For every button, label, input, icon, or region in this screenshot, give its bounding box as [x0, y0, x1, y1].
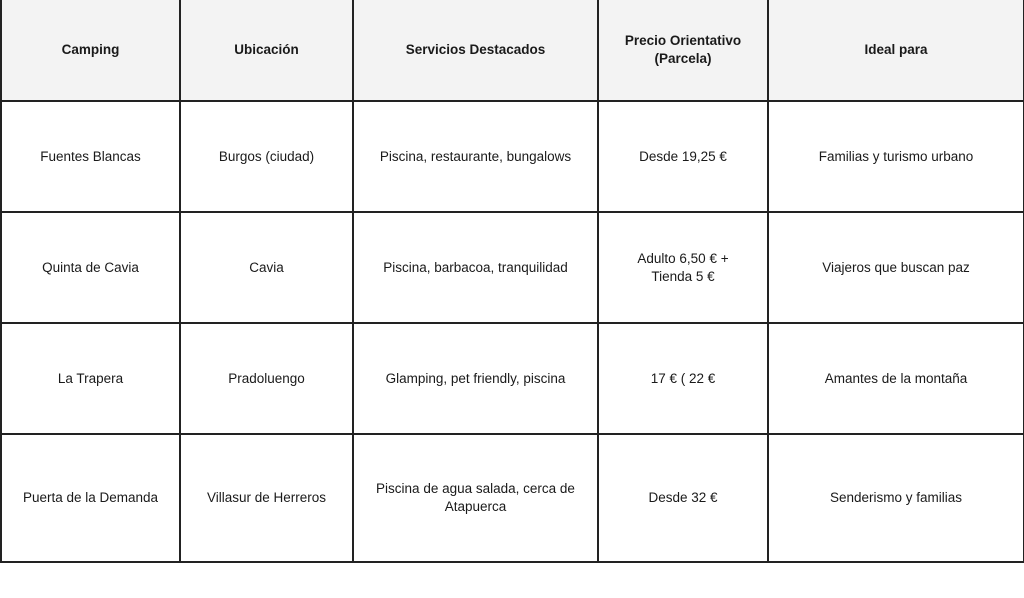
table-row: [1, 434, 1024, 562]
cell-precio: Adulto 6,50 € + Tienda 5 €: [598, 212, 768, 323]
cell-ubicacion: Villasur de Herreros: [180, 434, 353, 562]
cell-camping: Puerta de la Demanda: [1, 434, 180, 562]
cell-servicios: Piscina de agua salada, cerca de Atapuerca: [353, 434, 598, 562]
cell-servicios: Piscina, barbacoa, tranquilidad: [353, 212, 598, 323]
cell-ubicacion: Burgos (ciudad): [180, 101, 353, 212]
cell-ideal-para: Familias y turismo urbano: [768, 101, 1024, 212]
table-row: [1, 323, 1024, 434]
cell-precio: Desde 19,25 €: [598, 101, 768, 212]
header-servicios: Servicios Destacados: [353, 0, 598, 101]
cell-camping: Fuentes Blancas: [1, 101, 180, 212]
header-ubicacion: Ubicación: [180, 0, 353, 101]
header-camping: Camping: [1, 0, 180, 101]
cell-ubicacion: Pradoluengo: [180, 323, 353, 434]
cell-ubicacion: Cavia: [180, 212, 353, 323]
cell-ideal-para: Viajeros que buscan paz: [768, 212, 1024, 323]
table-header-row: [1, 0, 1024, 101]
table-row: [1, 212, 1024, 323]
cell-ideal-para: Amantes de la montaña: [768, 323, 1024, 434]
cell-camping: Quinta de Cavia: [1, 212, 180, 323]
cell-servicios: Piscina, restaurante, bungalows: [353, 101, 598, 212]
cell-precio: Desde 32 €: [598, 434, 768, 562]
header-precio: Precio Orientativo (Parcela): [598, 0, 768, 101]
header-ideal-para: Ideal para: [768, 0, 1024, 101]
cell-camping: La Trapera: [1, 323, 180, 434]
cell-servicios: Glamping, pet friendly, piscina: [353, 323, 598, 434]
cell-precio: 17 € ( 22 €: [598, 323, 768, 434]
table-row: [1, 101, 1024, 212]
cell-ideal-para: Senderismo y familias: [768, 434, 1024, 562]
